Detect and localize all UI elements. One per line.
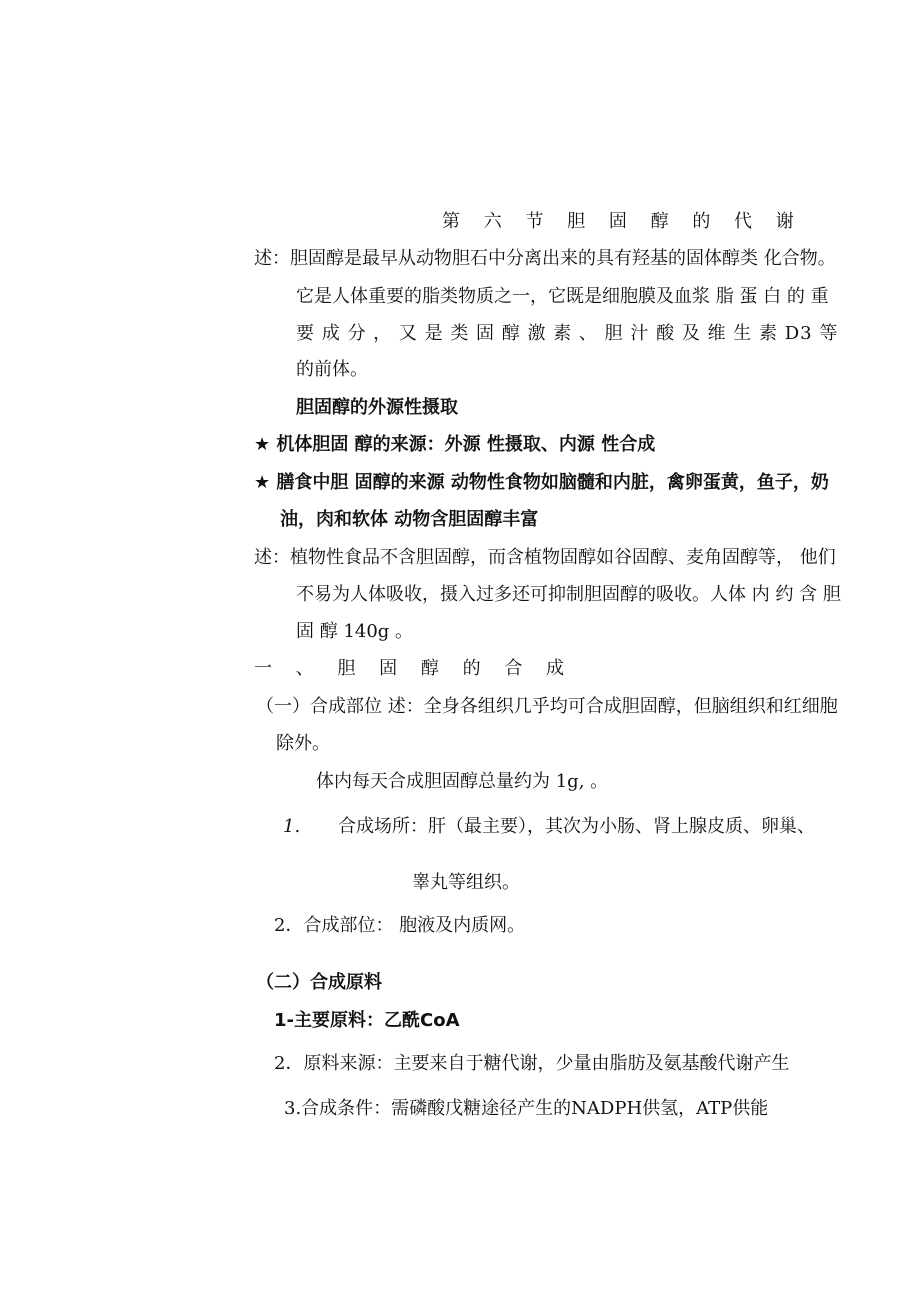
star-item: ★ 机体胆固 醇的来源：外源 性摄取、内源 性合成 bbox=[254, 434, 656, 455]
subheading: 胆固醇的外源性摄取 bbox=[296, 397, 458, 418]
paragraph-line: 要 成 分 ， 又 是 类 固 醇 激 素 、 胆 汁 酸 及 维 生 素 D3 等 bbox=[296, 323, 839, 344]
list-item: 1-主要原料：乙酰CoA bbox=[274, 1010, 460, 1031]
paragraph-line: 除外。 bbox=[276, 733, 330, 754]
paragraph-line: 不易为人体吸收，摄入过多还可抑制胆固醇的吸收。人体 内 约 含 胆 bbox=[296, 584, 841, 605]
paragraph-line: 述：植物性食品不含胆固醇，而含植物固醇如谷固醇、麦角固醇等， 他们 bbox=[254, 547, 836, 568]
paragraph-line: 的前体。 bbox=[296, 359, 368, 380]
section-heading: （二）合成原料 bbox=[256, 972, 382, 993]
paragraph-line: 述：胆固醇是最早从动物胆石中分离出来的具有羟基的固体醇类 化合物。 bbox=[254, 248, 836, 269]
list-number: 1. bbox=[283, 816, 301, 837]
star-item: ★ 膳食中胆 固醇的来源 动物性食物如脑髓和内脏，禽卵蛋黄，鱼子，奶 bbox=[254, 472, 829, 493]
list-item: 3.合成条件：需磷酸戊糖途径产生的NADPH供氢，ATP供能 bbox=[284, 1098, 769, 1119]
list-item: 2．原料来源：主要来自于糖代谢，少量由脂肪及氨基酸代谢产生 bbox=[274, 1053, 790, 1074]
paragraph-line: 体内每天合成胆固醇总量约为 1g, 。 bbox=[316, 771, 609, 792]
list-item-continued: 睾丸等组织。 bbox=[412, 872, 520, 893]
section-title: 第 六 节 胆 固 醇 的 代 谢 bbox=[442, 211, 803, 232]
paragraph-line: 它是人体重要的脂类物质之一，它既是细胞膜及血浆 脂 蛋 白 的 重 bbox=[296, 286, 829, 307]
section-heading: 一 、 胆 固 醇 的 合 成 bbox=[254, 658, 574, 679]
paragraph-line: 固 醇 140g 。 bbox=[296, 621, 414, 642]
list-item: 2．合成部位： 胞液及内质网。 bbox=[274, 915, 526, 936]
star-item-continued: 油，肉和软体 动物含胆固醇丰富 bbox=[280, 509, 539, 530]
paragraph-line: （一）合成部位 述：全身各组织几乎均可合成胆固醇，但脑组织和红细胞 bbox=[256, 696, 838, 717]
list-item: 合成场所：肝（最主要），其次为小肠、肾上腺皮质、卵巢、 bbox=[338, 816, 815, 837]
